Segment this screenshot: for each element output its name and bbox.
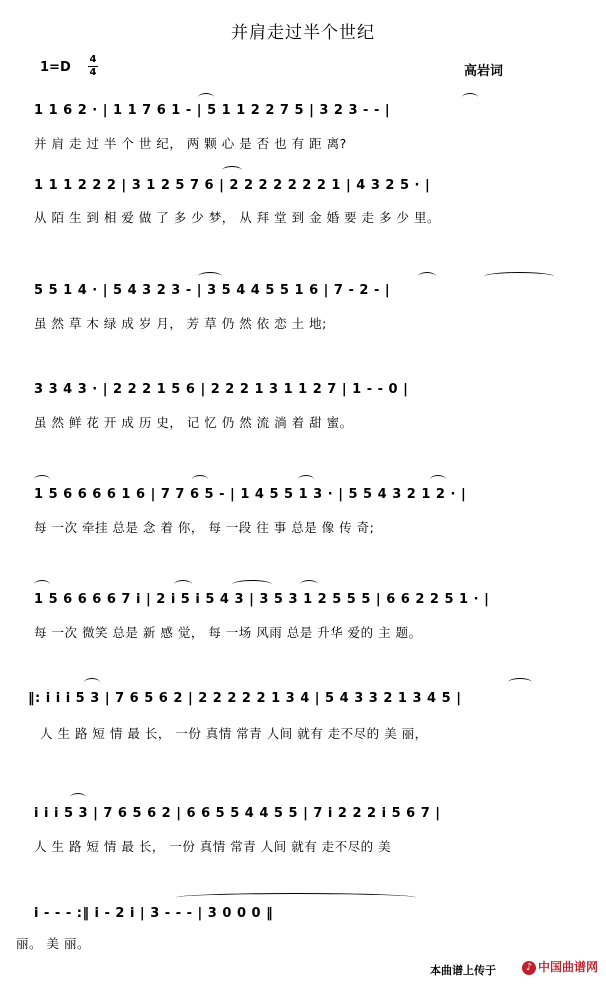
slur-mark [484,272,554,281]
notation-line: 3 3 4 3 · | 2 2 2 1 5 6 | 2 2 2 1 3 1 1 2 7 | 1 - - 0 | [34,382,409,397]
slur-mark [298,475,314,484]
notation-line: i i i 5 3 | 7 6 5 6 2 | 6 6 5 5 4 4 5 5 | 7 i 2 2 2 i 5 6 7 | [34,806,441,821]
notation-line: i - - - :‖ i - 2 i | 3 - - - | 3 0 0 0 ‖ [34,906,274,921]
lyrics-line: 人 生 路 短 情 最 长， 一份 真情 常青 人间 就有 走不尽的 美 丽， [40,726,428,741]
lyrics-line: 并 肩 走 过 半 个 世 纪， 两 颗 心 是 否 也 有 距 离? [34,136,347,151]
slur-mark [222,166,242,175]
lyrics-line: 虽 然 鲜 花 开 成 历 史， 记 忆 仍 然 流 淌 着 甜 蜜。 [34,415,353,430]
qupu-logo-icon: ♪ [522,961,536,975]
slur-mark [430,475,446,484]
key-signature: 1=D [40,60,71,75]
slur-mark [462,93,478,102]
notation-line: 5 5 1 4 · | 5 4 3 2 3 - | 3 5 4 4 5 5 1 6 | 7 - 2 - | [34,283,391,298]
slur-mark [198,272,222,281]
notation-line: ‖: i i i 5 3 | 7 6 5 6 2 | 2 2 2 2 2 1 3 4 | 5 4 3 3 2 1 3 4 5 | [28,691,462,706]
upload-note: 本曲谱上传于 [430,964,496,977]
lyrics-line: 人 生 路 短 情 最 长， 一份 真情 常青 人间 就有 走不尽的 美 [34,839,392,854]
notation-line: 1 5 6 6 6 6 7 i | 2 i 5 i 5 4 3 | 3 5 3 1 2 5 5 5 | 6 6 2 2 5 1 · | [34,592,490,607]
slur-mark [192,475,208,484]
lyrics-line: 每 一次 牵挂 总是 念 着 你， 每 一段 往 事 总是 像 传 奇; [34,520,375,535]
slur-mark [418,272,436,281]
slur-mark [34,475,50,484]
slur-mark [34,580,50,589]
slur-mark [70,793,86,802]
lyrics-line: 每 一次 微笑 总是 新 感 觉， 每 一场 风雨 总是 升华 爱的 主 题。 [34,625,422,640]
site-name: 中国曲谱网 [537,960,598,974]
slur-mark [232,580,272,589]
slur-mark [300,580,318,589]
lyrics-line: 从 陌 生 到 相 爱 做 了 多 少 梦， 从 拜 堂 到 金 婚 要 走 多 少 里。 [34,210,440,225]
slur-mark [176,893,416,902]
song-title: 并肩走过半个世纪 [231,23,375,43]
slur-mark [174,580,192,589]
lyricist-credit: 高岩词 [464,64,504,79]
slur-mark [84,678,100,687]
notation-line: 1 5 6 6 6 6 1 6 | 7 7 6 5 - | 1 4 5 5 1 3 · | 5 5 4 3 2 1 2 · | [34,487,467,502]
slur-mark [508,678,532,687]
notation-line: 1 1 6 2 · | 1 1 7 6 1 - | 5 1 1 2 2 7 5 | 3 2 3 - - | [34,103,391,118]
lyrics-line: 虽 然 草 木 绿 成 岁 月， 芳 草 仍 然 依 恋 土 地; [34,316,327,331]
lyrics-line: 丽。 美 丽。 [16,936,90,951]
time-signature: 4 4 [89,54,97,78]
notation-line: 1 1 1 2 2 2 | 3 1 2 5 7 6 | 2 2 2 2 2 2 2 1 | 4 3 2 5 · | [34,178,431,193]
site-logo[interactable] [522,958,598,975]
slur-mark [198,93,214,102]
